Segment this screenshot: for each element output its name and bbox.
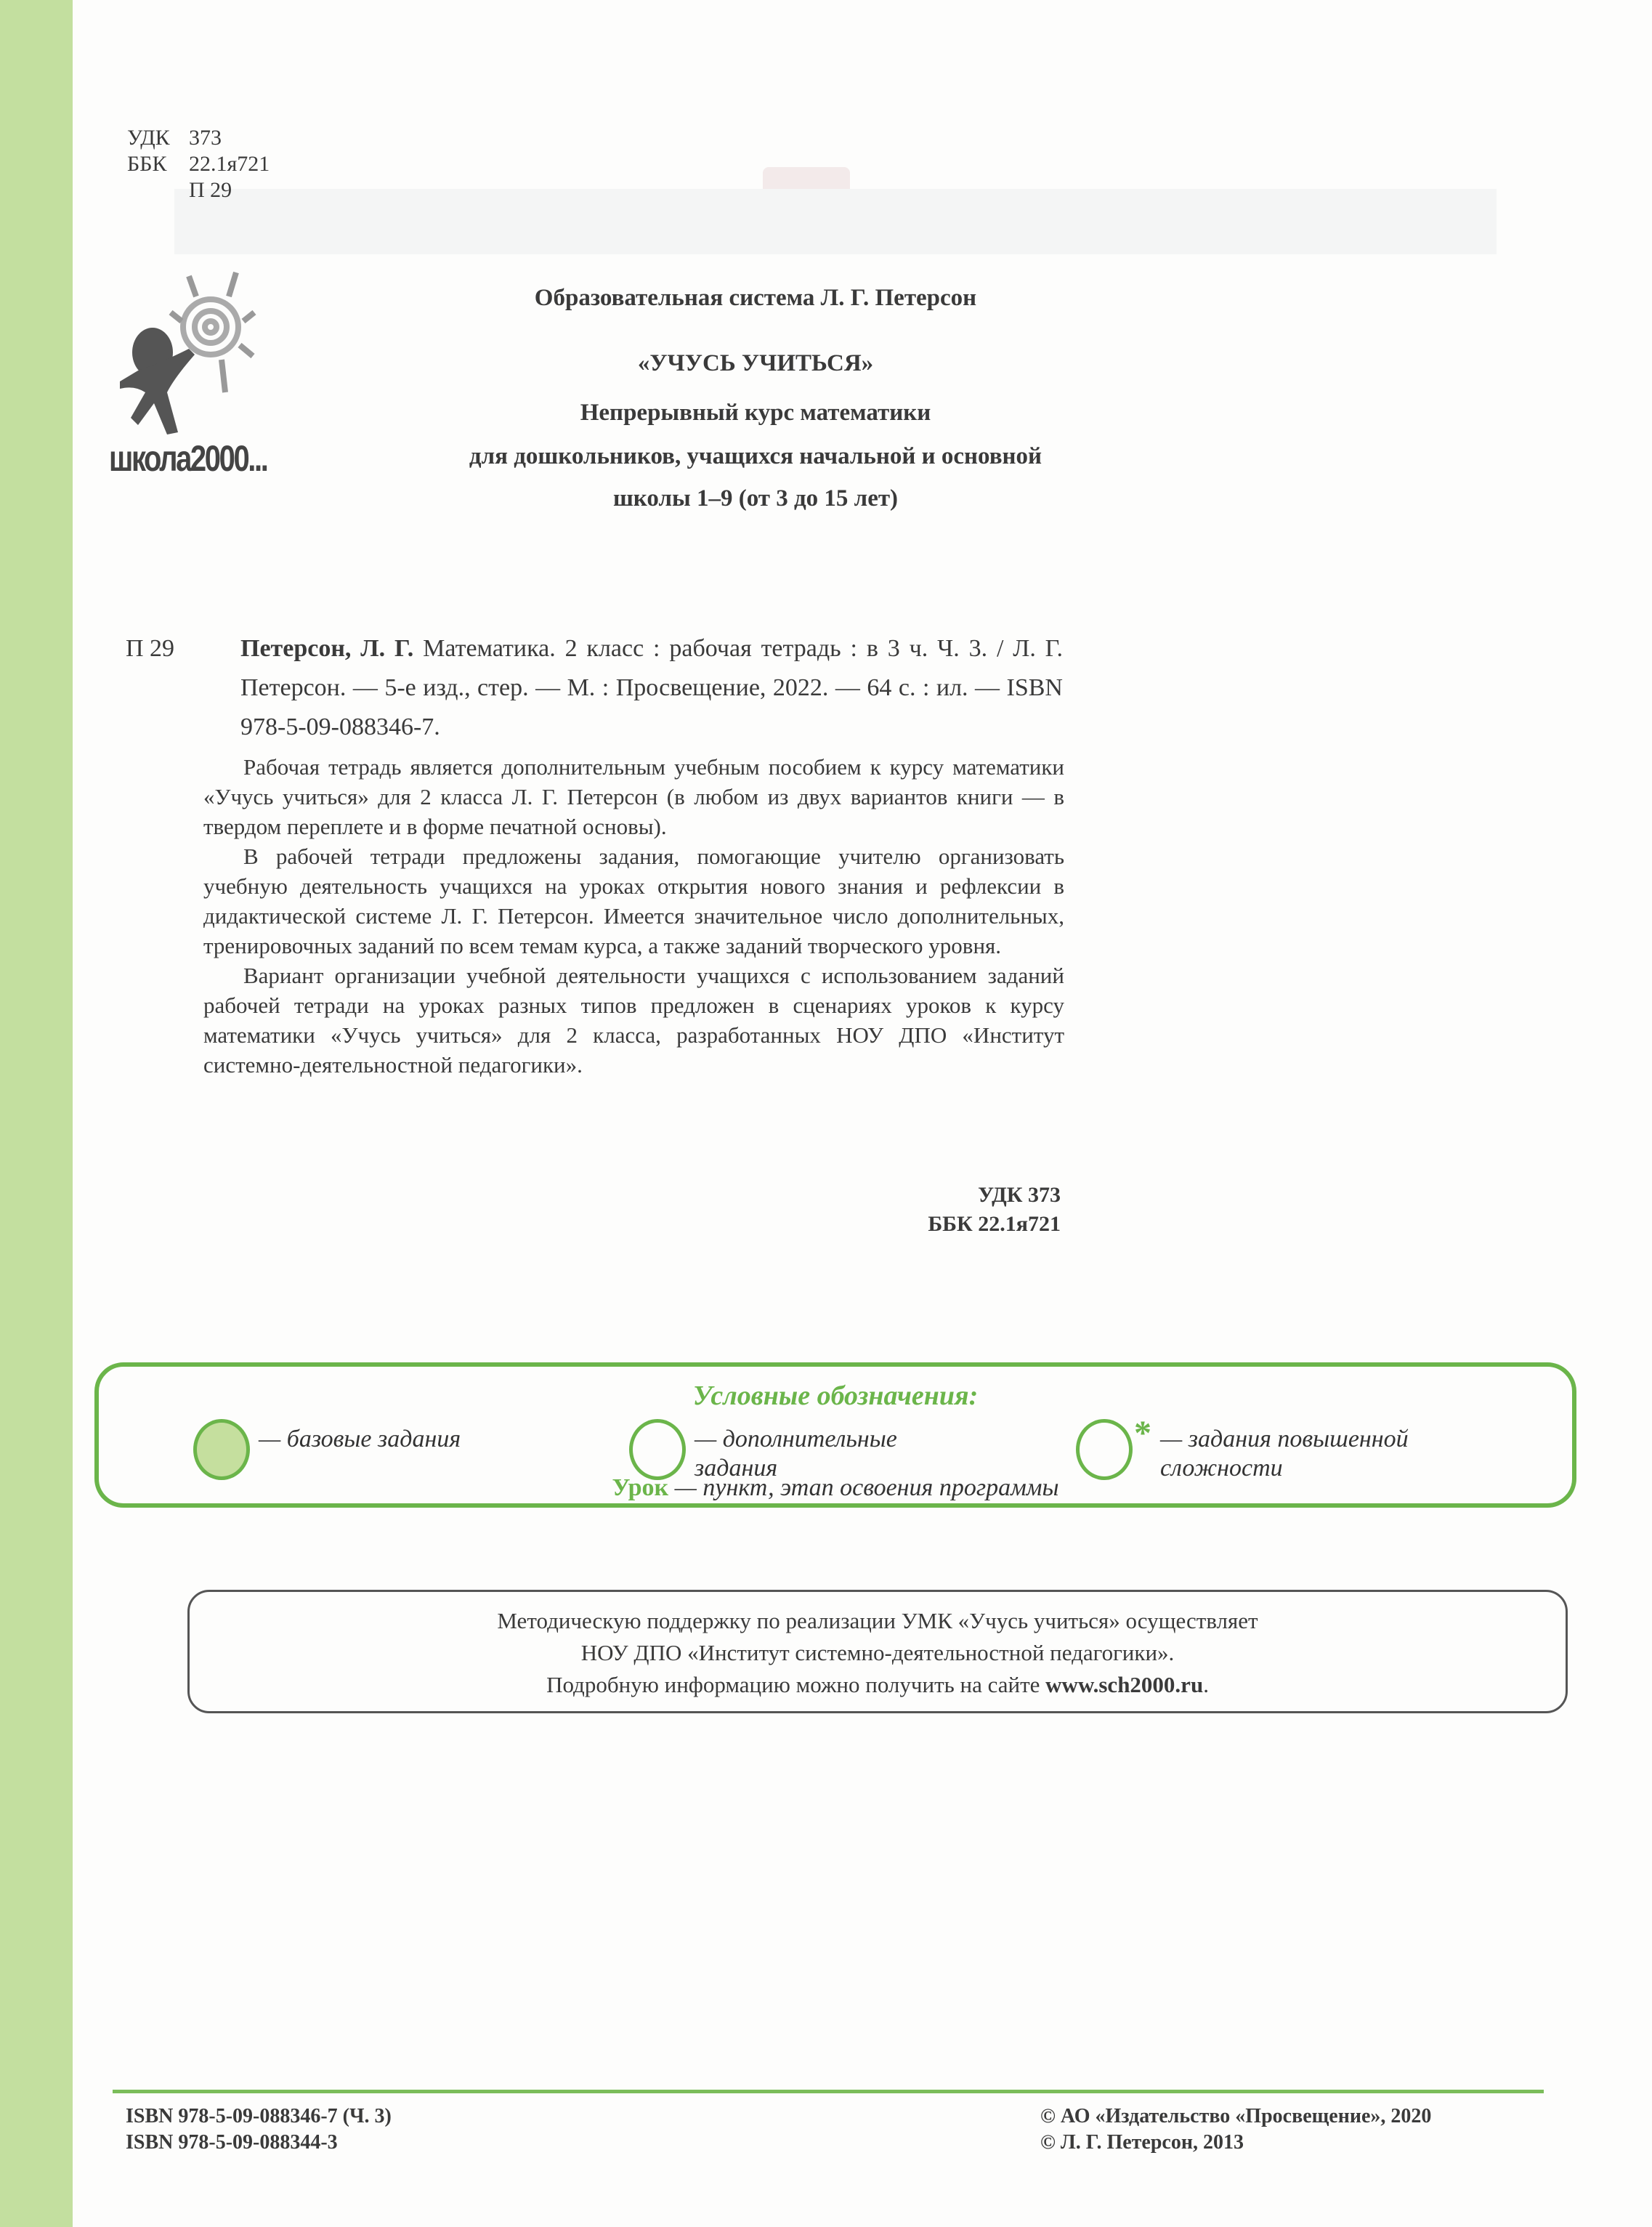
bibliographic-code: П 29 [126,635,175,662]
support-line: НОУ ДПО «Институт системно-деятельностной педагогики». [580,1640,1175,1665]
copyright-line: © АО «Издательство «Просвещение», 2020 [1040,2105,1432,2127]
isbn-line: ISBN 978-5-09-088346-7 (Ч. 3) [126,2105,392,2127]
filled-oval-icon [193,1419,250,1480]
abstract-paragraph: В рабочей тетради предложены задания, помогающие учителю организовать учебную деятельность учащихся на уроках открытия нового знания и рефлексии в дидактической системе Л. Г. Петерсон. Имеется значительное число дополнительных, тренировочных заданий по всем темам курса, а также заданий творческого уровня. [203,844,1064,958]
bbk-label: ББК [127,152,167,176]
udk-label: УДК [127,126,170,150]
show-through-banner [174,189,1497,254]
legend-footer [99,1474,1572,1502]
legend-footer-keyword: Урок [612,1474,669,1501]
catalog-codes [127,125,270,203]
series-title: «УЧУСЬ УЧИТЬСЯ» [637,350,874,376]
support-line: Методическую поддержку по реализации УМК «Учусь учиться» осуществляет [497,1608,1258,1633]
isbn-line: ISBN 978-5-09-088344-3 [126,2131,338,2154]
series-audience: для дошкольников, учащихся начальной и основной [469,443,1042,469]
isbn-block [126,2103,392,2156]
website-link[interactable]: www.sch2000.ru [1045,1672,1204,1697]
oval-asterisk-icon [1076,1419,1133,1480]
legend-box [94,1362,1576,1508]
udk-footer: УДК 373 [978,1183,1061,1207]
series-course: Непрерывный курс математики [580,400,931,426]
asterisk-icon: * [1134,1414,1151,1452]
classification-footer [799,1181,1061,1239]
legend-label: — базовые задания [259,1426,461,1452]
series-system: Образовательная система Л. Г. Петерсон [534,285,977,311]
abstract-paragraph: Рабочая тетрадь является дополнительным учебным пособием к курсу математики «Учусь учиться» для 2 класса Л. Г. Петерсон (в любом из двух вариантов книги — в твердом переплете и в форме печатной основы). [203,754,1064,839]
udk-value: 373 [189,126,222,150]
bibliographic-description: Математика. 2 класс : рабочая тетрадь : в 3 ч. Ч. 3. / Л. Г. Петерсон. — 5-е изд., стер. — М. : Просвещение, 2022. — 64 с. : ил. — ISBN 978-5-09-088346-7. [240,635,1064,740]
logo-text: школа2000... [109,438,267,479]
support-line: Подробную информацию можно получить на сайте [546,1672,1046,1697]
copyright-line: © Л. Г. Петерсон, 2013 [1040,2131,1244,2154]
abstract-paragraph: Вариант организации учебной деятельности учащихся с использованием заданий рабочей тетради на уроках разных типов предложен в сценариях уроков к курсу математики «Учусь учиться» для 2 класса, разработанных НОУ ДПО «Институт системно-деятельностной педагогики». [203,963,1064,1078]
legend-item-basic [193,1419,461,1480]
support-line-end: . [1203,1672,1209,1697]
legend-label: — дополнительные задания [695,1426,897,1482]
legend-footer-text: — пункт, этап освоения программы [668,1474,1059,1501]
footer-divider [113,2090,1544,2093]
bbk-footer: ББК 22.1я721 [928,1212,1061,1236]
bbk-value: 22.1я721 [189,152,270,176]
bibliographic-author: Петерсон, Л. Г. [240,635,414,662]
copyright-block [1040,2103,1431,2156]
legend-item-additional [629,1419,956,1483]
support-box [187,1590,1568,1713]
legend-label: — задания повышенной сложности [1160,1426,1409,1482]
empty-oval-icon [629,1419,686,1480]
bibliographic-record [126,629,1063,747]
abstract [203,752,1064,1080]
series-ages: школы 1–9 (от 3 до 15 лет) [612,485,899,512]
green-margin-strip [0,0,73,2227]
legend-title: Условные обозначения: [692,1381,979,1411]
legend-item-advanced [1076,1414,1509,1483]
author-mark: П 29 [189,178,232,202]
